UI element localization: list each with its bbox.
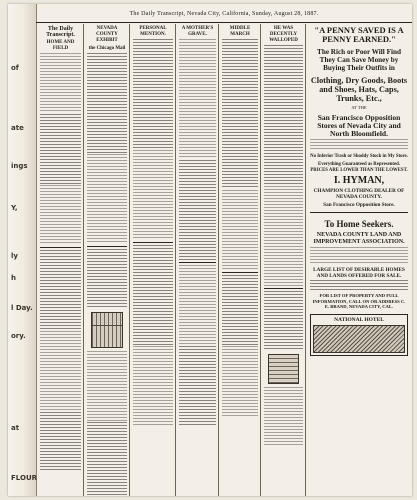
masthead-line: The Daily Transcript, Nevada City, California, Sunday, August 28, 1887. [36, 6, 412, 23]
text-block [222, 190, 258, 270]
news-column-2 [85, 24, 130, 496]
column-rule [133, 242, 173, 243]
ad-divider [310, 212, 408, 213]
hotel-title: NATIONAL HOTEL [334, 316, 384, 323]
margin-fragment: ly [11, 252, 18, 260]
margin-fragment: Y, [11, 204, 18, 212]
news-column-1 [38, 24, 84, 496]
text-block [222, 275, 258, 345]
news-column-4 [177, 24, 219, 496]
text-block [179, 265, 216, 345]
ad-proprietor: I. HYMAN, [333, 175, 385, 186]
text-block [264, 291, 303, 351]
ad-headline: "A PENNY SAVED IS A PENNY EARNED." [314, 25, 404, 44]
column-title: PERSONAL MENTION. [139, 26, 167, 37]
margin-fragment: ate [11, 124, 24, 132]
ad-text-block [310, 139, 408, 151]
large-list-line: LARGE LIST OF DESIRABLE HOMES AND LANDS OFFERED FOR SALE. [313, 267, 405, 279]
text-block [179, 160, 216, 260]
margin-fragment: ings [11, 162, 28, 170]
news-column-3 [131, 24, 176, 496]
news-column-5 [220, 24, 261, 496]
text-block [40, 185, 81, 245]
home-seekers-heading: To Home Seekers. [324, 219, 394, 229]
margin-fragment: ory. [11, 332, 26, 340]
store-illustration [268, 354, 299, 384]
text-block [133, 346, 173, 426]
text-block [133, 245, 173, 345]
ad-store-name: San Francisco Opposition Stores of Nevada City and North Bloomfield. [317, 112, 401, 138]
text-block [40, 53, 81, 113]
column-rule [179, 262, 216, 263]
text-block [87, 154, 127, 244]
clothing-advertisement [306, 24, 412, 496]
text-block [40, 412, 81, 472]
ad-rich-poor: The Rich or Poor Will Find They Can Save Money by Buying Their Outfits in [317, 48, 401, 72]
text-block [264, 387, 303, 447]
column-title: The Daily Transcript. [46, 26, 75, 38]
text-block [40, 331, 81, 411]
text-block [87, 351, 127, 421]
newspaper-page [8, 4, 412, 496]
column-rule [264, 288, 303, 289]
margin-fragment: l Day. [11, 304, 33, 312]
text-block [40, 250, 81, 330]
text-block [87, 53, 127, 153]
text-block [179, 39, 216, 159]
column-rule [40, 247, 81, 248]
text-block [222, 39, 258, 189]
text-block [264, 45, 303, 185]
margin-fragment: of [11, 64, 19, 72]
text-block [87, 249, 127, 309]
column-rule [87, 246, 127, 247]
text-block [40, 114, 81, 184]
page-binding-margin [8, 4, 37, 496]
column-subtitle: the Chicago Mail [88, 46, 126, 51]
column-title: MIDDLE MARCH [229, 26, 251, 37]
margin-fragment: FLOUR [11, 474, 38, 482]
text-block [133, 39, 173, 149]
hotel-illustration [313, 325, 405, 353]
news-column-6 [262, 24, 306, 496]
land-association: NEVADA COUNTY LAND AND IMPROVEMENT ASSOCIATION. [313, 232, 405, 245]
text-block [133, 150, 173, 240]
column-subtitle: HOME AND FIELD [46, 40, 75, 51]
column-title: HE WAS DECENTLY WALLOPED [269, 26, 298, 43]
ad-store-2: San Francisco Opposition Store. [323, 202, 395, 208]
text-block [87, 422, 127, 496]
margin-fragment: at [11, 424, 20, 432]
house-illustration [91, 312, 123, 348]
ad-prices: Everything Guaranteed as Represented. PRICES ARE LOWER THAN THE LOWEST. [310, 162, 408, 173]
text-block [264, 186, 303, 286]
ad-goods: Clothing, Dry Goods, Boots and Shoes, Hats, Caps, Trunks, Etc., [310, 76, 408, 103]
ad-text-block [310, 280, 408, 290]
ad-at-the: AT THE [351, 105, 367, 110]
text-block [222, 346, 258, 416]
margin-fragment: h [11, 274, 16, 282]
ad-no-shoddy: No Inferior Trash or Shoddy Stock in My Store. [310, 153, 408, 159]
list-property-line: FOR LIST OF PROPERTY AND FULL INFORMATION, CALL ON OR ADDRESS C. E. BRAND, NEVADA CITY, CAL. [312, 293, 406, 309]
ad-text-block [310, 247, 408, 263]
ad-proprietor-line: CHAMPION CLOTHING DEALER OF NEVADA COUNTY. [313, 188, 405, 200]
column-rule [222, 272, 258, 273]
text-block [179, 346, 216, 426]
hotel-advertisement [310, 314, 408, 356]
column-title: NEVADA COUNTY EXHIBIT [96, 26, 118, 43]
column-title: A MOTHER'S GRAVE. [181, 26, 214, 37]
